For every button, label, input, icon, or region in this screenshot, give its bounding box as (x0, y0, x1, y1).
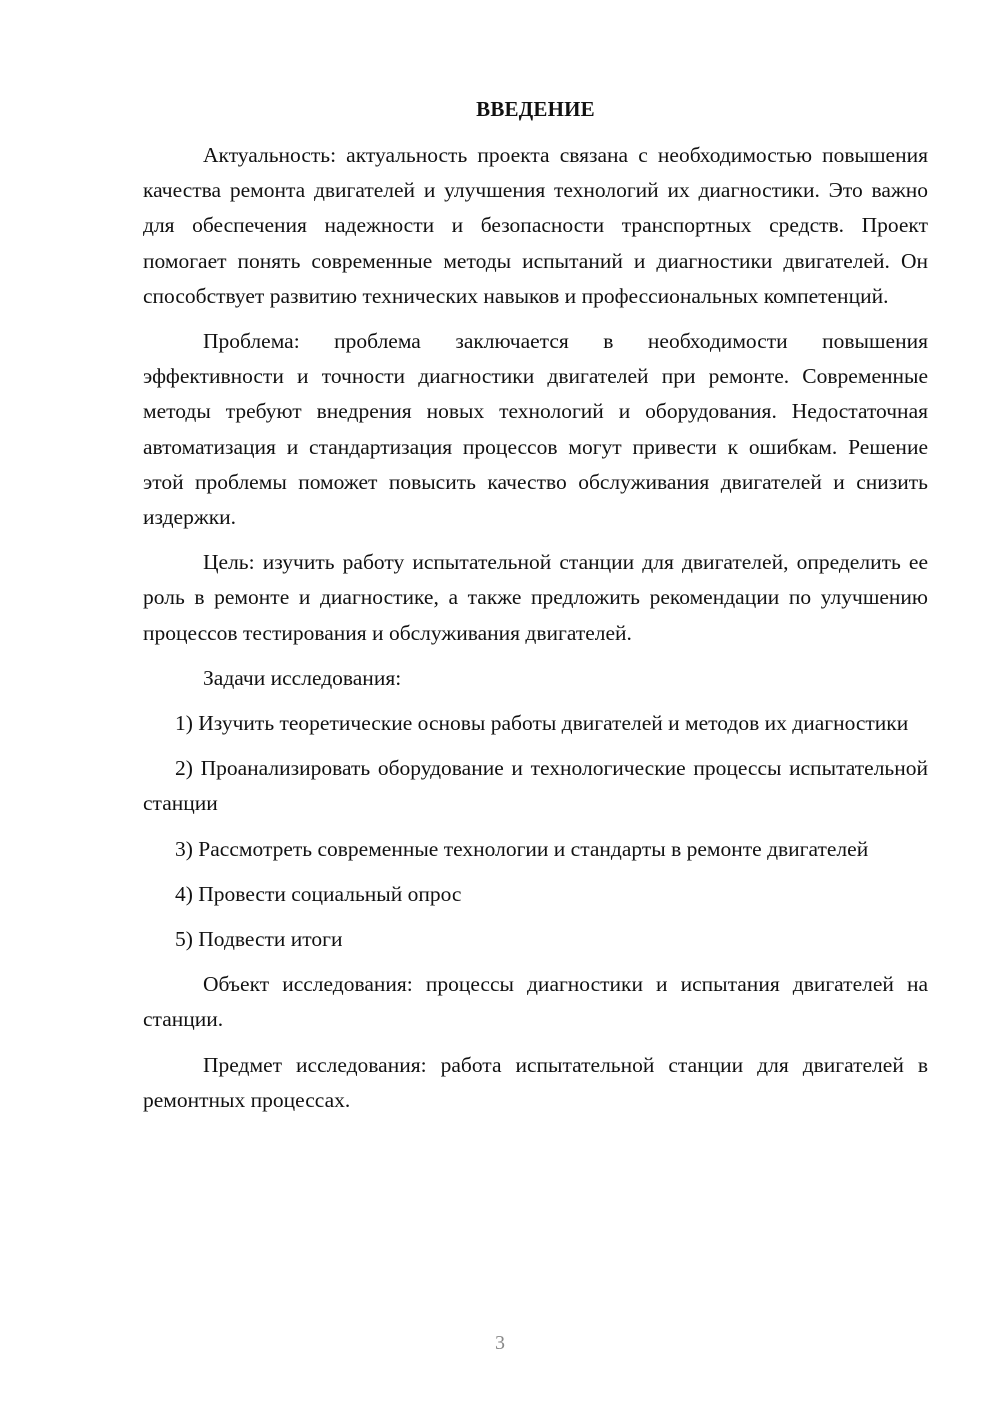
paragraph-subject: Предмет исследования: работа испытательной станции для двигателей в ремонтных процессах. (143, 1052, 928, 1112)
paragraph-relevance: Актуальность: актуальность проекта связана с необходимостью повышения качества ремонта двигателей и улучшения технологий их диагностики. Это важно для обеспечения надежности и безопасности транспортных средств. Проект помогает понять современные методы испытаний и диагностики двигателей. Он способствует развитию технических навыков и профессиональных компетенций. (143, 143, 928, 308)
task-item: 2) Проанализировать оборудование и технологические процессы испытательной станции (143, 756, 928, 816)
document-body (143, 138, 928, 1118)
task-list (143, 706, 928, 957)
tasks-heading: Задачи исследования: (203, 665, 402, 690)
paragraph-object: Объект исследования: процессы диагностики и испытания двигателей на станции. (143, 972, 928, 1032)
task-item: 5) Подвести итоги (175, 927, 343, 952)
page-number: 3 (495, 1332, 505, 1354)
paragraph-goal: Цель: изучить работу испытательной станции для двигателей, определить ее роль в ремонте и диагностике, а также предложить рекомендации по улучшению процессов тестирования и обслуживания двигателей. (143, 550, 928, 645)
task-item: 1) Изучить теоретические основы работы двигателей и методов их диагностики (175, 711, 909, 736)
task-item: 4) Провести социальный опрос (175, 881, 462, 906)
paragraph-problem: Проблема: проблема заключается в необходимости повышения эффективности и точности диагностики двигателей при ремонте. Современные методы требуют внедрения новых технологий и оборудования. Недостаточная автоматизация и стандартизация процессов могут привести к ошибкам. Решение этой проблемы поможет повысить качество обслуживания двигателей и снизить издержки. (143, 329, 928, 530)
page-title: ВВЕДЕНИЕ (476, 97, 595, 121)
task-item: 3) Рассмотреть современные технологии и стандарты в ремонте двигателей (175, 836, 869, 861)
